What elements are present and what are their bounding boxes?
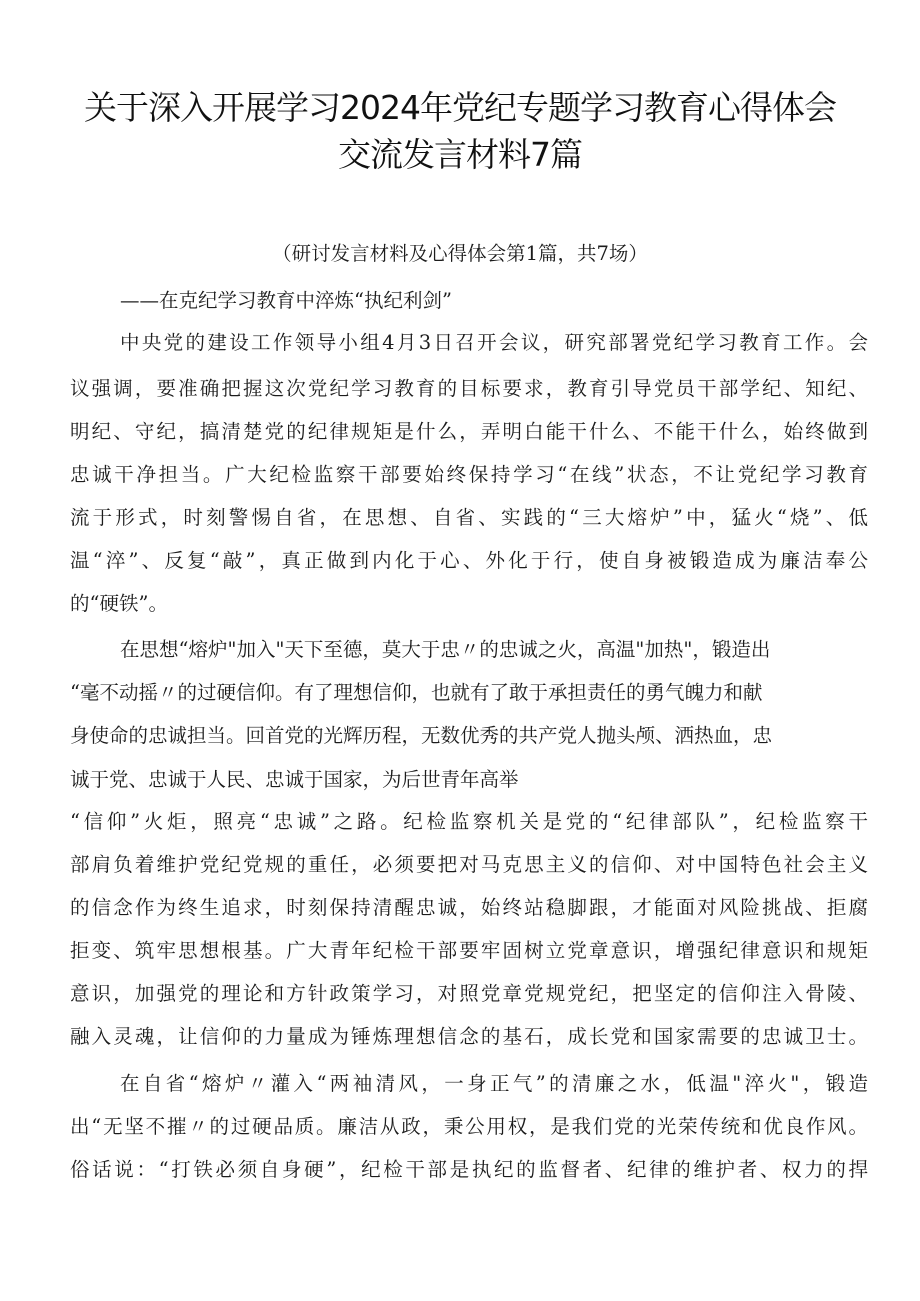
paragraph-line: 在思想“熔炉"加入"天下至德，莫大于忠〃的忠诚之火，高温"加热"，锻造出	[120, 638, 771, 661]
paragraph-line: 部肩负着维护党纪党规的重任，必须要把对马克思主义的信仰、对中国特色社会主义	[70, 853, 868, 876]
paragraph-line: 的“硬铁”。	[70, 592, 168, 615]
paragraph-line: 流于形式，时刻警惕自省，在思想、自省、实践的“三大熔炉”中，猛火“烧”、低	[70, 506, 868, 529]
paragraph-line: 融入灵魂，让信仰的力量成为锤炼理想信念的基石，成长党和国家需要的忠诚卫士。	[70, 1025, 868, 1048]
document-title-line-2: 交流发言材料7篇	[338, 135, 582, 174]
paragraph-line: 意识，加强党的理论和方针政策学习，对照党章党规党纪，把坚定的信仰注入骨陵、	[70, 982, 868, 1005]
paragraph-line: 的信念作为终生追求，时刻保持清醒忠诚，始终站稳脚跟，才能面对风险挑战、拒腐	[70, 896, 868, 919]
document-subtitle: （研讨发言材料及心得体会第1篇，共7场）	[272, 242, 648, 265]
paragraph-line: 温“淬”、反复“敲”，真正做到内化于心、外化于行，使自身被锻造成为廉洁奉公	[70, 549, 868, 572]
paragraph-line: 身使命的忠诚担当。回首党的光辉历程，无数优秀的共产党人抛头颅、洒热血，忠	[70, 724, 773, 747]
paragraph-line: 在自省“熔炉〃灌入“两袖清风，一身正气”的清廉之水，低温"淬火"，锻造	[120, 1072, 868, 1095]
paragraph-line: 诚于党、忠诚于人民、忠诚于国家，为后世青年高举	[70, 768, 519, 791]
paragraph-line: “毫不动摇〃的过硬信仰。有了理想信仰，也就有了敢于承担责任的勇气魄力和献	[70, 681, 763, 704]
paragraph-line: 中央党的建设工作领导小组4月3日召开会议，研究部署党纪学习教育工作。会	[120, 331, 868, 354]
paragraph-line: 议强调，要准确把握这次党纪学习教育的目标要求，教育引导党员干部学纪、知纪、	[70, 377, 868, 400]
paragraph-line: 出“无坚不摧〃的过硬品质。廉洁从政，秉公用权，是我们党的光荣传统和优良作风。	[70, 1115, 868, 1138]
section-heading: ——在克纪学习教育中淬炼“执纪利剑”	[120, 289, 452, 312]
paragraph-line: 俗话说：“打铁必须自身硬”，纪检干部是执纪的监督者、纪律的维护者、权力的捍	[70, 1158, 868, 1181]
paragraph-line: 拒变、筑牢思想根基。广大青年纪检干部要牢固树立党章意识，增强纪律意识和规矩	[70, 939, 868, 962]
paragraph-line: “信仰”火炬，照亮“忠诚”之路。纪检监察机关是党的“纪律部队”，纪检监察干	[70, 810, 868, 833]
paragraph-line: 明纪、守纪，搞清楚党的纪律规矩是什么，弄明白能干什么、不能干什么，始终做到	[70, 420, 868, 443]
paragraph-line: 忠诚干净担当。广大纪检监察干部要始终保持学习“在线”状态，不让党纪学习教育	[70, 463, 868, 486]
document-title-line-1: 关于深入开展学习2024年党纪专题学习教育心得体会	[84, 88, 836, 127]
